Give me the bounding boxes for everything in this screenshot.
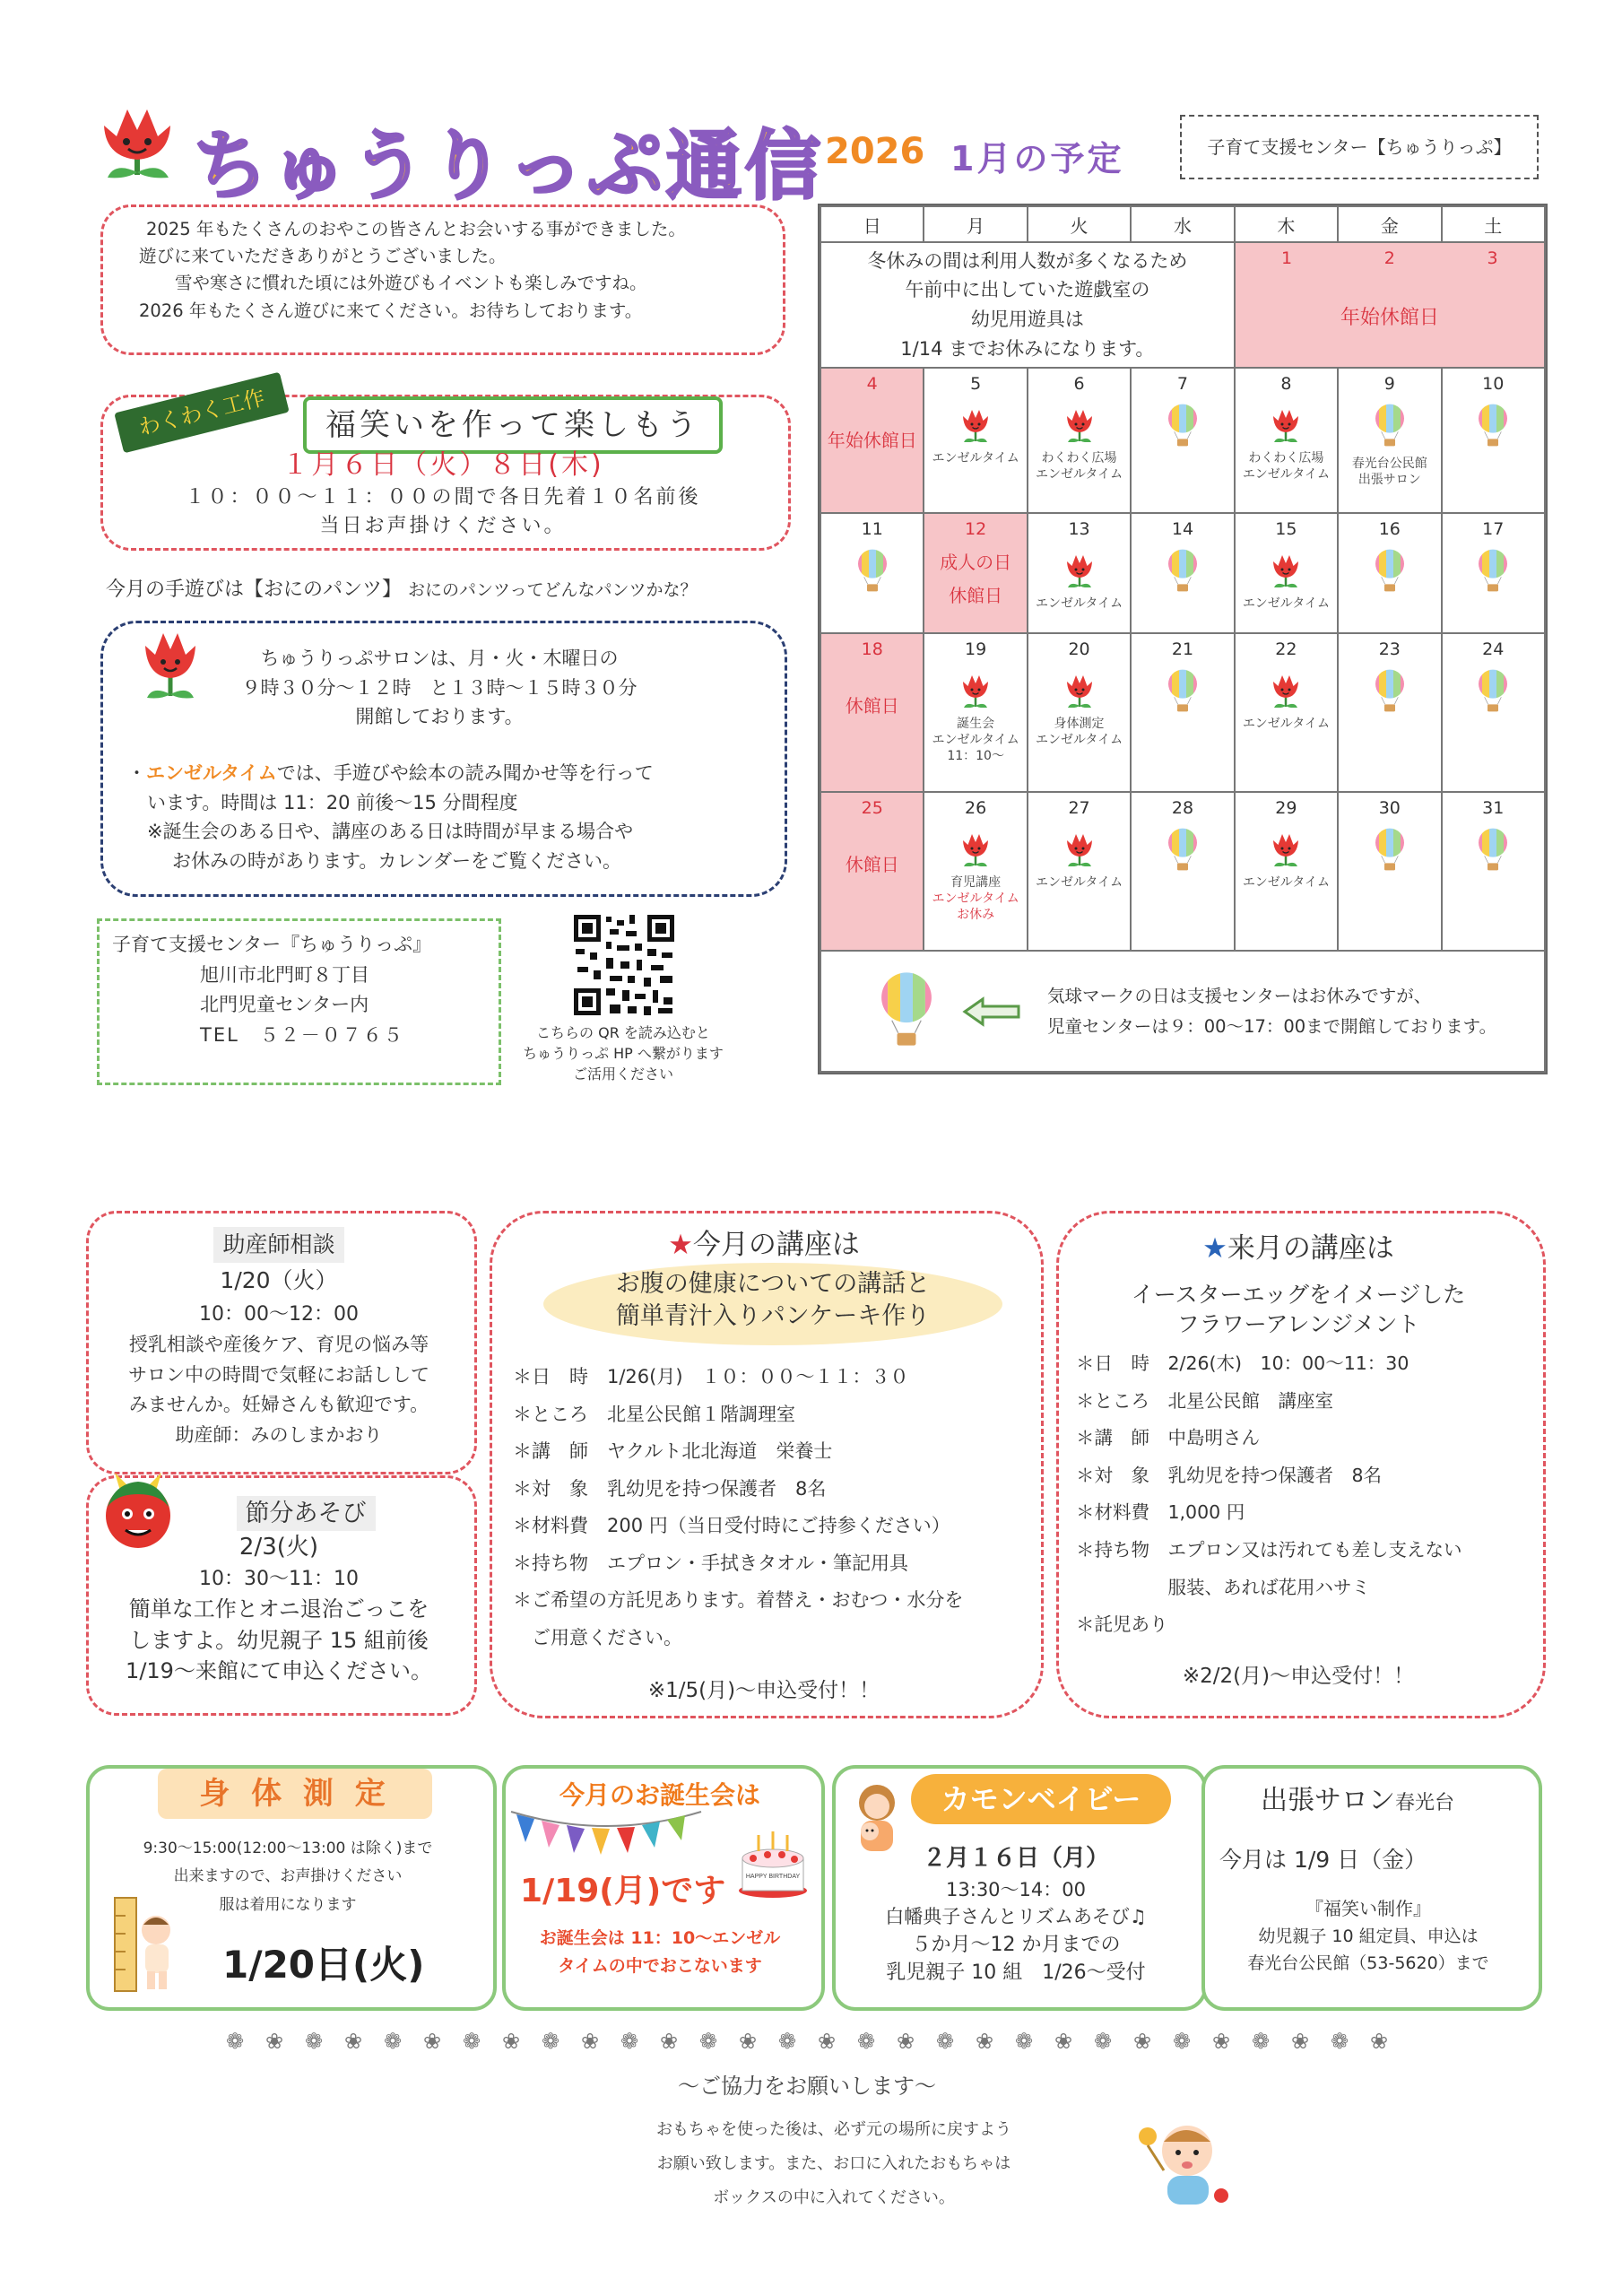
blue-star-icon: ★ (1202, 1232, 1227, 1265)
balloon-icon (1132, 403, 1233, 452)
flower-icon: ❁ (1093, 2029, 1113, 2054)
notice-line: 午前中に出していた遊戯室の (905, 279, 1150, 301)
calendar-day (924, 633, 1027, 792)
flower-icon: ❁ (856, 2029, 876, 2054)
flower-icon: ❀ (343, 2029, 363, 2054)
flower-icon: ❁ (1172, 2029, 1192, 2054)
closed-label: 休館日 (845, 853, 899, 875)
cell-note: 誕生会 (957, 716, 995, 731)
calendar-day (820, 368, 924, 513)
calendar-day (1235, 792, 1338, 951)
birthday-line: タイムの中でおこないます (558, 1956, 762, 1977)
lecture-heading-text: 今月の講座は (692, 1229, 860, 1261)
midwife-content (86, 1227, 472, 1451)
day-number: 6 (1073, 374, 1085, 394)
cell-note: エンゼルタイム (1035, 596, 1123, 612)
cell-note: エンゼルタイム (1242, 596, 1330, 612)
calendar-day (1028, 633, 1131, 792)
body-measure-title: 身 体 測 定 (158, 1769, 432, 1819)
lecture-item: ＊日 時 2/26(木) 10：00～11：30 (1076, 1352, 1409, 1374)
workshop-dates: １月６日（火）８日(木) (282, 449, 604, 481)
notice-line: 1/14 までお休みになります。 (900, 337, 1155, 360)
flower-icon: ❀ (975, 2029, 994, 2054)
midwife-time: 10：00～12：00 (199, 1303, 359, 1326)
day-number: 26 (965, 797, 987, 818)
legend-line: 気球マークの日は支援センターはお休みですが、 (1047, 986, 1432, 1007)
address-name: 子育て支援センター『ちゅうりっぷ』 (112, 934, 432, 955)
greeting-line: 雪や寒さに慣れた頃には外遊びもイベントも楽しみですね。 (175, 273, 647, 294)
measure-line: 服は着用になります (219, 1895, 357, 1914)
day-number: 17 (1482, 519, 1505, 540)
flower-icon: ❀ (265, 2029, 284, 2054)
flower-icon: ❀ (817, 2029, 837, 2054)
greeting-line: 2025 年もたくさんのおやこの皆さんとお会いする事ができました。 (146, 219, 686, 239)
baby-with-toy-icon (1132, 2106, 1239, 2213)
footer-line: お願い致します。また、お口に入れたおもちゃは (656, 2153, 1011, 2173)
lecture-item: ＊ところ 北星公民館 講座室 (1076, 1389, 1333, 1412)
flower-icon: ❀ (1290, 2029, 1310, 2054)
lecture-item: ＊講 師 中島明さん (1076, 1427, 1260, 1449)
birthday-line: お誕生会は 11：10～エンゼル (539, 1928, 781, 1948)
salon-hours (179, 644, 699, 732)
cell-note: エンゼルタイム (932, 891, 1019, 907)
qr-code-icon[interactable] (570, 911, 678, 1019)
cell-note: エンゼルタイム (1242, 874, 1330, 890)
tulip-icon (1236, 403, 1337, 447)
tulip-icon (924, 668, 1026, 712)
day-number: 3 (1487, 248, 1498, 268)
day-number: 7 (1176, 374, 1189, 394)
footer-line: おもちゃを使った後は、必ず元の場所に戻すよう (656, 2120, 1011, 2139)
next-month-lecture-items (1076, 1345, 1533, 1644)
tulip-mascot-icon (88, 90, 186, 188)
flower-divider (179, 2029, 1435, 2054)
footer-text (556, 2113, 1112, 2214)
next-month-lecture-heading (1056, 1225, 1540, 1265)
setsubun-date: 2/3(火) (239, 1534, 319, 1561)
flower-icon: ❀ (659, 2029, 679, 2054)
day-number: 21 (1171, 639, 1194, 659)
newyear-closed-label: 年始休館日 (1340, 307, 1439, 329)
outreach-title: 出張サロン (1261, 1785, 1395, 1816)
calendar-day (924, 792, 1027, 951)
day-number: 11 (861, 519, 883, 540)
january-calendar (818, 204, 1548, 1074)
flower-icon: ❀ (1369, 2029, 1389, 2054)
flower-icon: ❀ (1132, 2029, 1152, 2054)
cell-note: エンゼルタイム (1035, 733, 1123, 748)
salon-angel-text (127, 759, 773, 875)
measure-line: 9:30～15:00(12:00～13:00 は除く)まで (143, 1839, 433, 1857)
handplay-small: おにのパンツってどんなパンツかな？ (408, 580, 698, 600)
setsubun-time: 10：30～11：10 (199, 1567, 359, 1590)
comonbaby-title: カモンベイビー (911, 1774, 1171, 1824)
calendar-day (924, 368, 1027, 513)
flower-icon: ❁ (698, 2029, 718, 2054)
calendar-day (1442, 513, 1545, 632)
outreach-theme: 『福笑い制作』 (1305, 1898, 1431, 1919)
tulip-icon (1236, 668, 1337, 712)
outreach-month: 今月は 1/9 日（金） (1219, 1847, 1427, 1873)
weekday-header: 月 (924, 206, 1027, 242)
closed-label: 休館日 (845, 694, 899, 717)
outreach-line: 春光台公民館（53-5620）まで (1247, 1953, 1489, 1974)
birthday-note (507, 1925, 812, 1981)
angel-desc: では、手遊びや絵本の読み聞かせ等を行って (276, 762, 654, 784)
flower-icon: ❁ (1014, 2029, 1034, 2054)
setsubun-line: しますよ。幼児親子 15 組前後 (129, 1627, 429, 1653)
tulip-icon (924, 403, 1026, 447)
calendar-day (924, 513, 1027, 632)
calendar-day (1028, 368, 1131, 513)
lecture-item: ＊材料費 1,000 円 (1076, 1501, 1245, 1524)
cell-note: エンゼルタイム (1035, 467, 1123, 483)
qr-caption (502, 1022, 744, 1085)
balloon-icon (1339, 403, 1440, 452)
day-number: 31 (1482, 797, 1505, 818)
footer-line: ボックスの中に入れてください。 (713, 2187, 955, 2207)
cell-note: エンゼルタイム (932, 451, 1019, 465)
lecture-heading-text: 来月の講座は (1227, 1232, 1394, 1265)
calendar-day (1442, 792, 1545, 951)
handplay-line (106, 574, 697, 602)
calendar-day (1131, 513, 1234, 632)
midwife-name: 助産師：みのしまかおり (175, 1423, 383, 1446)
outreach-line: 幼児親子 10 組定員、申込は (1258, 1926, 1479, 1946)
notice-line: 冬休みの間は利用人数が多くなるため (867, 249, 1188, 272)
balloon-icon (821, 548, 923, 597)
address-line2: 北門児童センター内 (200, 994, 369, 1016)
cell-note: エンゼルタイム (1242, 467, 1330, 483)
setsubun-line: 簡単な工作とオニ退治ごっこを (128, 1596, 429, 1622)
calendar-day (1338, 792, 1441, 951)
flower-icon: ❁ (1251, 2029, 1271, 2054)
day-number: 16 (1378, 519, 1401, 540)
cell-note: 11：10～ (947, 749, 1004, 764)
salon-line: ９時３０分～１２時 と１３時～１５時３０分 (241, 676, 638, 699)
next-month-lecture-deadline: ※2/2(月)～申込受付！！ (1182, 1665, 1415, 1688)
comonbaby-content (841, 1842, 1191, 1987)
day-number: 1 (1281, 248, 1293, 268)
winter-notice-cell (820, 242, 1235, 368)
setsubun-title: 節分あそび (237, 1496, 376, 1531)
balloon-icon (1443, 403, 1544, 452)
lecture-item: ＊持ち物 エプロン又は汚れても差し支えない (1076, 1539, 1462, 1561)
flower-icon: ❀ (501, 2029, 521, 2054)
this-month-lecture-deadline: ※1/5(月)～申込受付！！ (647, 1679, 880, 1702)
closed-label: 年始休館日 (827, 430, 917, 451)
holiday-label: 成人の日 (940, 552, 1012, 574)
bunting-flags-icon (507, 1806, 705, 1864)
cell-note: お休み (957, 908, 995, 923)
day-number: 29 (1275, 797, 1297, 818)
lecture-item: ＊託児あり (1076, 1613, 1168, 1636)
balloon-icon (1443, 548, 1544, 597)
cell-note: エンゼルタイム (1035, 874, 1123, 890)
balloon-icon (875, 970, 938, 1052)
calendar-day (1338, 368, 1441, 513)
flower-icon: ❁ (620, 2029, 639, 2054)
balloon-icon (1132, 548, 1233, 597)
tulip-icon (1028, 827, 1130, 871)
comonbaby-line: 乳児親子 10 組 1/26～受付 (886, 1961, 1146, 1985)
lecture-item: ＊講 師 ヤクルト北北海道 栄養士 (513, 1440, 833, 1463)
weekday-header: 木 (1235, 206, 1338, 242)
bullet: ・ (127, 762, 146, 784)
notice-line: 幼児用遊具は (970, 309, 1084, 330)
cell-note: エンゼルタイム (1242, 716, 1330, 731)
calendar-day (1442, 368, 1545, 513)
flower-icon: ❁ (383, 2029, 403, 2054)
lecture-item: ＊ご希望の方託児あります。着替え・おむつ・水分を (513, 1589, 964, 1612)
day-number: 4 (866, 374, 878, 394)
tulip-icon (1028, 548, 1130, 592)
day-number: 14 (1171, 519, 1194, 540)
newsletter-title: ちゅうりっぷ通信 (193, 122, 825, 210)
balloon-icon (1339, 827, 1440, 876)
balloon-icon (1132, 668, 1233, 718)
calendar-day (1338, 633, 1441, 792)
day-number: 20 (1068, 639, 1090, 659)
calendar-day (1338, 513, 1441, 632)
flower-icon: ❀ (896, 2029, 915, 2054)
flower-icon: ❁ (304, 2029, 324, 2054)
this-month-lecture-title (543, 1263, 1002, 1345)
measure-line: 出来ますので、お声掛けください (173, 1867, 403, 1886)
calendar-day (1235, 633, 1338, 792)
weekday-header: 土 (1442, 206, 1545, 242)
day-number: 19 (965, 639, 987, 659)
calendar-day (1131, 633, 1234, 792)
lecture-item: ＊材料費 200 円（当日受付時にご持参ください） (513, 1515, 950, 1537)
workshop-tag: わくわく工作 (114, 372, 289, 454)
lecture-item: ＊持ち物 エプロン・手拭きタオル・筆記用具 (513, 1552, 908, 1574)
balloon-icon (1443, 827, 1544, 876)
midwife-line: 授乳相談や産後ケア、育児の悩み等 (128, 1334, 429, 1356)
flower-icon: ❁ (462, 2029, 481, 2054)
tulip-icon (1028, 403, 1130, 447)
calendar-day (820, 633, 924, 792)
cell-note: わくわく広場 (1041, 451, 1117, 465)
baby-height-icon (113, 1894, 179, 1993)
closed-label: 休館日 (949, 585, 1003, 607)
newyear-closed-cell (1235, 242, 1545, 368)
workshop-time: １０：００～１１：００の間で各日先着１０名前後 (185, 486, 701, 509)
handplay-lead: 今月の手遊びは【おにのパンツ】 (106, 578, 403, 601)
midwife-line: サロン中の時間で気軽にお話しして (128, 1363, 429, 1386)
tulip-icon (1236, 548, 1337, 592)
day-number: 23 (1378, 639, 1401, 659)
lecture-item: ＊対 象 乳幼児を持つ保護者 8名 (513, 1477, 827, 1500)
lecture-title-line: 簡単青汁入りパンケーキ作り (615, 1302, 931, 1331)
lecture-item: ＊対 象 乳幼児を持つ保護者 8名 (1076, 1464, 1383, 1486)
calendar-day (820, 792, 924, 951)
outreach-title-line (1261, 1778, 1454, 1817)
balloon-icon (1339, 548, 1440, 597)
day-number: 2 (1383, 248, 1395, 268)
birthday-title: 今月のお誕生会は (559, 1780, 760, 1810)
footer-heading: ～ご協力をお願いします～ (678, 2074, 936, 2099)
birthday-cake-icon (735, 1828, 811, 1900)
legend-line: 児童センターは９：00～17：00まで開館しております。 (1047, 1015, 1497, 1037)
calendar-day (1235, 368, 1338, 513)
birthday-date: 1/19(月)です (520, 1873, 726, 1909)
flower-icon: ❁ (1330, 2029, 1349, 2054)
weekday-header: 水 (1131, 206, 1234, 242)
midwife-date: 1/20（火） (220, 1267, 338, 1293)
lecture-item: ＊日 時 1/26(月) １０：００～１１：３０ (513, 1366, 909, 1387)
outreach-place: 春光台 (1395, 1792, 1455, 1814)
lecture-item: ご用意ください。 (513, 1627, 682, 1649)
comonbaby-time: 13:30～14：00 (946, 1878, 1086, 1900)
day-number: 9 (1383, 374, 1395, 394)
flower-icon: ❀ (1211, 2029, 1231, 2054)
address-line1: 旭川市北門町８丁目 (200, 963, 369, 986)
tulip-icon (1028, 668, 1130, 712)
setsubun-content (86, 1496, 472, 1687)
day-number: 28 (1171, 797, 1194, 818)
day-number: 8 (1280, 374, 1292, 394)
lecture-title-line: フラワーアレンジメント (1176, 1310, 1420, 1337)
calendar-day (1235, 513, 1338, 632)
day-number: 27 (1068, 797, 1090, 818)
greeting-line: 遊びに来ていただきありがとうございました。 (139, 246, 507, 267)
flower-icon: ❀ (422, 2029, 442, 2054)
day-number: 30 (1378, 797, 1401, 818)
flower-icon: ❀ (1054, 2029, 1073, 2054)
salon-note-2: お休みの時があります。カレンダーをご覧ください。 (172, 849, 621, 872)
next-month-lecture-title (1056, 1281, 1540, 1339)
greeting-line: 2026 年もたくさん遊びに来てください。お待ちしております。 (139, 300, 643, 321)
salon-line: 開館しております。 (355, 706, 524, 728)
workshop-note: 当日お声掛けください。 (319, 515, 567, 537)
cake-text: HAPPY BIRTHDAY (745, 1874, 801, 1880)
lecture-item: ＊ところ 北星公民館１階調理室 (513, 1403, 795, 1425)
calendar-legend (820, 951, 1545, 1072)
cell-note: 出張サロン (1357, 473, 1421, 488)
flower-icon: ❁ (777, 2029, 797, 2054)
lecture-title-line: イースターエッグをイメージした (1131, 1282, 1466, 1308)
day-number: 10 (1482, 374, 1505, 394)
calendar-day (1442, 633, 1545, 792)
cell-note: 育児講座 (950, 874, 1002, 890)
balloon-icon (1132, 827, 1233, 876)
cell-note: 身体測定 (1054, 716, 1105, 731)
flower-icon: ❀ (580, 2029, 600, 2054)
address-box (97, 918, 501, 1085)
comonbaby-line: ５か月～12 か月までの (911, 1933, 1121, 1956)
cell-note: エンゼルタイム (932, 733, 1019, 748)
midwife-line: みませんか。妊婦さんも歓迎です。 (128, 1394, 429, 1416)
balloon-icon (1443, 668, 1544, 718)
cell-note: わくわく広場 (1248, 451, 1324, 465)
flower-icon: ❁ (541, 2029, 560, 2054)
comonbaby-line: 白幡典子さんとリズムあそび♫ (885, 1906, 1147, 1928)
calendar-day (1028, 792, 1131, 951)
flower-icon: ❁ (225, 2029, 245, 2054)
flower-icon: ❀ (738, 2029, 758, 2054)
lecture-item: 服装、あれば花用ハサミ (1076, 1576, 1370, 1598)
angel-desc-2: います。時間は 11：20 前後～15 分間程度 (147, 791, 518, 813)
day-number: 18 (861, 639, 883, 659)
calendar-day (1131, 792, 1234, 951)
cell-note: 春光台公民館 (1351, 457, 1427, 471)
salon-line: ちゅうりっぷサロンは、月・火・木曜日の (260, 648, 619, 669)
salon-note-1: ※誕生会のある日や、講座のある日は時間が早まる場合や (147, 821, 634, 843)
day-number: 25 (861, 797, 883, 818)
address-tel: TEL ５２－０７６５ (200, 1023, 404, 1046)
day-number: 15 (1275, 519, 1297, 540)
day-number: 13 (1068, 519, 1090, 540)
calendar-day (1028, 513, 1131, 632)
month-schedule-label: 1月の予定 (950, 139, 1124, 178)
balloon-icon (1339, 668, 1440, 718)
calendar-day (820, 513, 924, 632)
lecture-title-line: お腹の健康についての講話と (615, 1270, 931, 1298)
tulip-icon (1236, 827, 1337, 871)
red-star-icon: ★ (668, 1229, 693, 1261)
weekday-header: 火 (1028, 206, 1131, 242)
body-measure-date: 1/20日(火) (222, 1943, 425, 1987)
qr-caption-line: こちらの QR を読み込むと (536, 1024, 710, 1041)
year-label: 2026 (825, 131, 925, 172)
day-number: 5 (970, 374, 982, 394)
day-number: 24 (1482, 639, 1505, 659)
tulip-icon (924, 827, 1026, 871)
day-number: 22 (1275, 639, 1297, 659)
qr-caption-line: ご活用ください (572, 1065, 673, 1083)
flower-icon: ❁ (935, 2029, 955, 2054)
comonbaby-date: ２月１６日（月） (922, 1845, 1109, 1872)
qr-caption-line: ちゅうりっぷ HP へ繋がります (523, 1045, 724, 1063)
greeting-box (100, 204, 785, 355)
arrow-left-icon (961, 996, 1024, 1028)
center-name-box: 子育て支援センター【ちゅうりっぷ】 (1180, 115, 1539, 179)
this-month-lecture-items (513, 1359, 1033, 1657)
midwife-title: 助産師相談 (213, 1227, 343, 1263)
setsubun-line: 1/19～来館にて申込ください。 (126, 1658, 432, 1684)
day-number: 12 (965, 519, 987, 540)
weekday-header: 金 (1338, 206, 1441, 242)
calendar-day (1131, 368, 1234, 513)
weekday-header: 日 (820, 206, 924, 242)
this-month-lecture-heading (490, 1222, 1038, 1262)
outreach-content (1207, 1894, 1530, 1978)
angel-time-keyword: エンゼルタイム (146, 762, 277, 784)
workshop-title: 福笑いを作って楽しもう (303, 396, 723, 454)
